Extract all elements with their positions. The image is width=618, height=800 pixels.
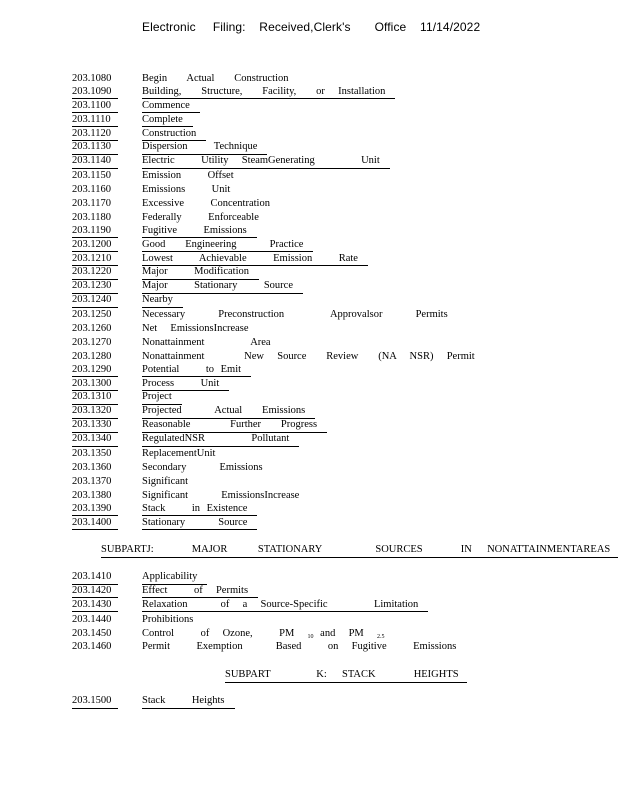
section-title: Significant bbox=[142, 475, 189, 487]
section-title: Reasonable Further Progress bbox=[142, 419, 327, 433]
section-title: Significant EmissionsIncrease bbox=[142, 489, 300, 501]
section-title: Permit Exemption Based on Fugitive Emissions bbox=[142, 641, 457, 653]
section-number: 203.1140 bbox=[72, 155, 118, 169]
section-title: Stack in Existence bbox=[142, 503, 257, 517]
section-number: 203.1250 bbox=[72, 309, 112, 321]
section-title: Complete bbox=[142, 114, 193, 128]
section-title: Fugitive Emissions bbox=[142, 225, 257, 239]
section-title: Federally Enforceable bbox=[142, 211, 259, 223]
section-number: 203.1190 bbox=[72, 225, 118, 239]
section-title: Stationary Source bbox=[142, 517, 257, 531]
section-number: 203.1310 bbox=[72, 391, 118, 405]
section-number: 203.1430 bbox=[72, 599, 118, 613]
section-title: Electric Utility SteamGenerating Unit bbox=[142, 155, 390, 169]
page-header: Electronic Filing: Received,Clerk's Office 11/14/2022 bbox=[142, 20, 481, 34]
section-number: 203.1460 bbox=[72, 641, 112, 653]
section-number: 203.1090 bbox=[72, 86, 118, 100]
section-number: 203.1320 bbox=[72, 405, 118, 419]
section-number: 203.1370 bbox=[72, 475, 112, 487]
section-number: 203.1270 bbox=[72, 336, 112, 348]
section-number: 203.1390 bbox=[72, 503, 118, 517]
section-number: 203.1130 bbox=[72, 141, 118, 155]
section-number: 203.1340 bbox=[72, 433, 118, 447]
section-number: 203.1330 bbox=[72, 419, 118, 433]
section-title: Major Modification bbox=[142, 266, 259, 280]
section-number: 203.1440 bbox=[72, 613, 112, 625]
section-number: 203.1230 bbox=[72, 280, 118, 294]
section-number: 203.1360 bbox=[72, 461, 112, 473]
section-title: Projected Actual Emissions bbox=[142, 405, 315, 419]
subpart-j-heading: SUBPARTJ: MAJOR STATIONARY SOURCES IN NONATTAINMENTAREAS bbox=[101, 544, 618, 558]
section-title: Potential to Emit bbox=[142, 364, 251, 378]
section-title: ReplacementUnit bbox=[142, 448, 216, 460]
section-number: 203.1160 bbox=[72, 184, 111, 196]
section-title: Prohibitions bbox=[142, 613, 194, 625]
title-text: and PM bbox=[313, 627, 378, 639]
section-title: Building, Structure, Facility, or Installation bbox=[142, 86, 395, 100]
section-number: 203.1280 bbox=[72, 350, 112, 362]
title-text: Control of Ozone, PM bbox=[142, 627, 308, 639]
section-number: 203.1210 bbox=[72, 253, 118, 267]
section-number: 203.1290 bbox=[72, 364, 118, 378]
section-title: Secondary Emissions bbox=[142, 461, 263, 473]
section-number: 203.1080 bbox=[72, 73, 112, 84]
section-number: 203.1410 bbox=[72, 571, 118, 585]
section-number: 203.1350 bbox=[72, 448, 112, 460]
subscript-text: 2.5 bbox=[377, 633, 385, 640]
section-title: Nonattainment Area bbox=[142, 336, 271, 348]
section-title: Effect of Permits bbox=[142, 585, 258, 599]
section-title: Emission Offset bbox=[142, 170, 234, 182]
section-number: 203.1420 bbox=[72, 585, 118, 599]
section-number: 203.1110 bbox=[72, 114, 118, 128]
section-number: 203.1260 bbox=[72, 323, 112, 335]
section-number: 203.1240 bbox=[72, 294, 118, 308]
section-number: 203.1100 bbox=[72, 100, 118, 114]
section-number: 203.1150 bbox=[72, 170, 111, 182]
section-title: Relaxation of a Source-Specific Limitation bbox=[142, 599, 428, 613]
section-number: 203.1500 bbox=[72, 695, 118, 709]
section-title: Process Unit bbox=[142, 378, 229, 392]
section-title: Begin Actual Construction bbox=[142, 73, 289, 84]
section-title: Project bbox=[142, 391, 182, 405]
section-title: Commence bbox=[142, 100, 200, 114]
section-number: 203.1170 bbox=[72, 198, 111, 210]
section-title: Net EmissionsIncrease bbox=[142, 323, 249, 335]
section-title: Lowest Achievable Emission Rate bbox=[142, 253, 368, 267]
section-title: Good Engineering Practice bbox=[142, 239, 313, 253]
section-number: 203.1200 bbox=[72, 239, 118, 253]
section-title: Applicability bbox=[142, 571, 207, 585]
section-title: Major Stationary Source bbox=[142, 280, 303, 294]
section-title: Stack Heights bbox=[142, 695, 235, 709]
section-title: Excessive Concentration bbox=[142, 198, 270, 210]
section-title: Nonattainment New Source Review (NA NSR) Permit bbox=[142, 350, 475, 362]
subpart-k-heading: SUBPART K: STACK HEIGHTS bbox=[225, 669, 467, 683]
section-number: 203.1450 bbox=[72, 627, 112, 639]
section-title: Construction bbox=[142, 128, 206, 142]
subscript-text: 10 bbox=[307, 633, 314, 640]
section-number: 203.1400 bbox=[72, 517, 118, 531]
section-number: 203.1220 bbox=[72, 266, 118, 280]
section-title: Dispersion Technique bbox=[142, 141, 267, 155]
section-title: Necessary Preconstruction Approvalsor Permits bbox=[142, 309, 448, 321]
section-title: Emissions Unit bbox=[142, 184, 231, 196]
section-title: RegulatedNSR Pollutant bbox=[142, 433, 299, 447]
section-number: 203.1300 bbox=[72, 378, 118, 392]
section-number: 203.1380 bbox=[72, 489, 112, 501]
section-number: 203.1120 bbox=[72, 128, 118, 142]
section-title: Nearby bbox=[142, 294, 183, 308]
section-number: 203.1180 bbox=[72, 211, 111, 223]
